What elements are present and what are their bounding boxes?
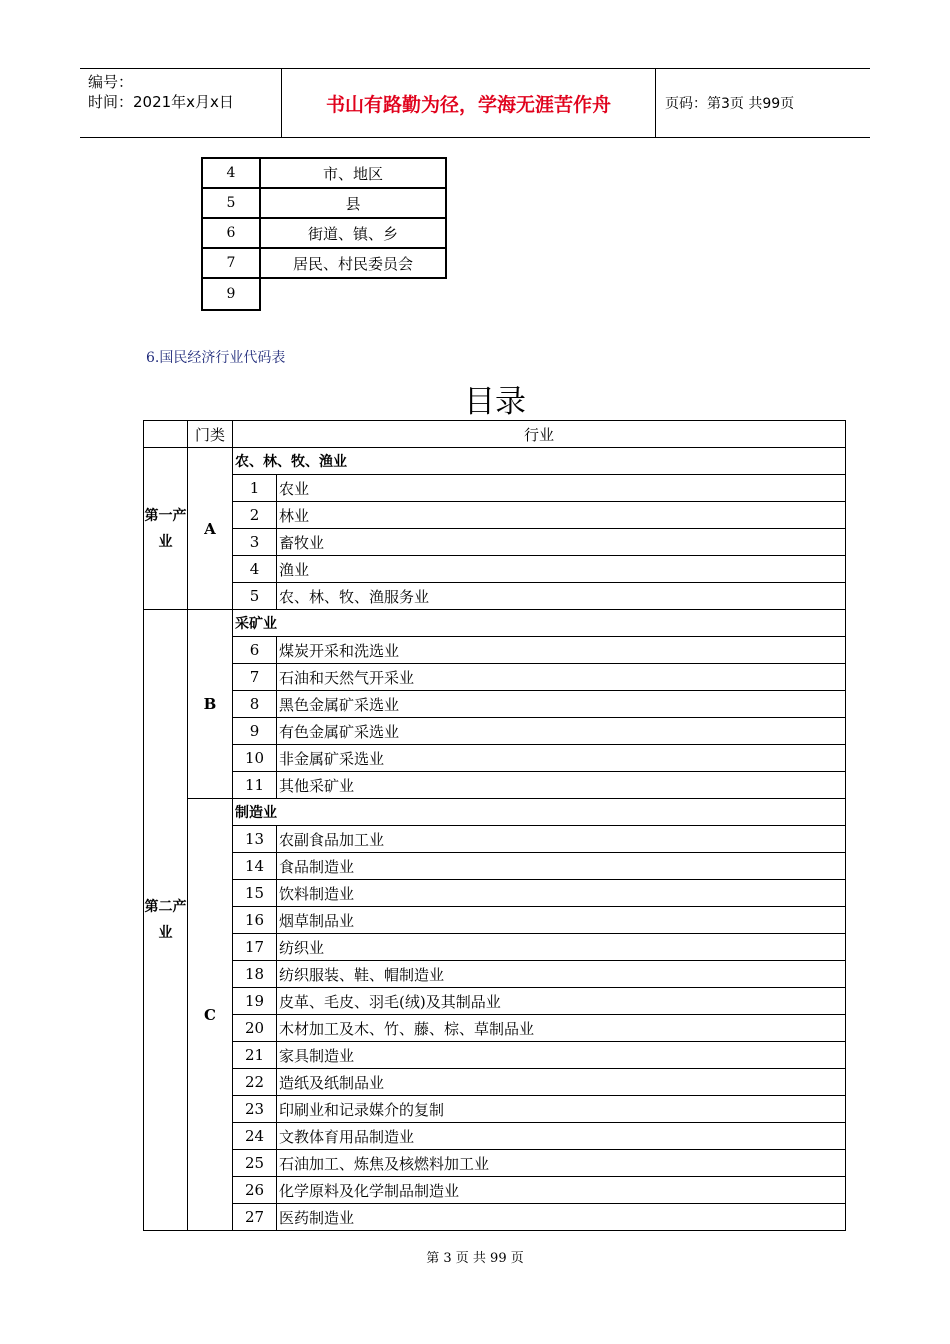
- item-number: 9: [233, 718, 277, 745]
- table-row: [144, 556, 846, 583]
- item-number: 27: [233, 1204, 277, 1231]
- item-number: 14: [233, 853, 277, 880]
- category-letter-a: A: [188, 448, 233, 610]
- item-name: 食品制造业: [277, 853, 846, 880]
- item-number: 19: [233, 988, 277, 1015]
- category-title-b: 采矿业: [233, 610, 846, 637]
- table-row: [144, 907, 846, 934]
- table-row: [144, 1015, 846, 1042]
- item-number: 11: [233, 772, 277, 799]
- name-cell: 街道、镇、乡: [260, 218, 446, 248]
- table-header-row: [144, 421, 846, 448]
- item-name: 林业: [277, 502, 846, 529]
- table-row: [144, 583, 846, 610]
- table-row: [144, 1150, 846, 1177]
- section-heading: 6.国民经济行业代码表: [146, 350, 286, 366]
- table-row: [144, 529, 846, 556]
- code-cell: 4: [202, 158, 260, 188]
- table-row: [144, 1177, 846, 1204]
- page-footer: 第 3 页 共 99 页: [426, 1251, 524, 1266]
- code-cell: 6: [202, 218, 260, 248]
- item-number: 10: [233, 745, 277, 772]
- item-name: 化学原料及化学制品制造业: [277, 1177, 846, 1204]
- category-letter-c: C: [188, 799, 233, 1231]
- item-name: 农副食品加工业: [277, 826, 846, 853]
- header-blank: [144, 421, 188, 448]
- item-number: 22: [233, 1069, 277, 1096]
- table-row: [144, 826, 846, 853]
- table-row: [144, 1042, 846, 1069]
- table-row: [144, 637, 846, 664]
- item-name: 烟草制品业: [277, 907, 846, 934]
- table-row: [144, 745, 846, 772]
- region-code-table: [201, 157, 447, 311]
- item-number: 15: [233, 880, 277, 907]
- item-number: 5: [233, 583, 277, 610]
- item-name: 造纸及纸制品业: [277, 1069, 846, 1096]
- item-number: 7: [233, 664, 277, 691]
- item-number: 25: [233, 1150, 277, 1177]
- item-number: 21: [233, 1042, 277, 1069]
- code-cell: 7: [202, 248, 260, 278]
- item-name: 有色金属矿采选业: [277, 718, 846, 745]
- item-number: 23: [233, 1096, 277, 1123]
- item-number: 2: [233, 502, 277, 529]
- item-number: 24: [233, 1123, 277, 1150]
- item-number: 17: [233, 934, 277, 961]
- table-row: [144, 799, 846, 826]
- item-name: 农、林、牧、渔服务业: [277, 583, 846, 610]
- table-row: [144, 1204, 846, 1231]
- item-name: 文教体育用品制造业: [277, 1123, 846, 1150]
- table-row: [144, 664, 846, 691]
- code-cell: 9: [202, 278, 260, 310]
- name-cell: 县: [260, 188, 446, 218]
- header-industry: 行业: [233, 421, 846, 448]
- table-row: [144, 718, 846, 745]
- item-number: 4: [233, 556, 277, 583]
- table-row: [144, 988, 846, 1015]
- name-cell: 居民、村民委员会: [260, 248, 446, 278]
- table-row: [144, 610, 846, 637]
- item-number: 6: [233, 637, 277, 664]
- item-name: 农业: [277, 475, 846, 502]
- table-row: [202, 278, 446, 310]
- table-row: [202, 158, 446, 188]
- table-row: [202, 218, 446, 248]
- item-name: 其他采矿业: [277, 772, 846, 799]
- industry-code-table: [143, 420, 846, 1231]
- table-row: [144, 1069, 846, 1096]
- item-name: 石油和天然气开采业: [277, 664, 846, 691]
- industry-label-primary: 第一产业: [144, 448, 188, 610]
- table-row: [144, 934, 846, 961]
- header-meta: [80, 69, 281, 137]
- category-letter-b: B: [188, 610, 233, 799]
- item-name: 非金属矿采选业: [277, 745, 846, 772]
- item-name: 木材加工及木、竹、藤、棕、草制品业: [277, 1015, 846, 1042]
- table-row: [202, 188, 446, 218]
- category-title-a: 农、林、牧、渔业: [233, 448, 846, 475]
- doc-title: 目录: [464, 384, 526, 420]
- header-motto: 书山有路勤为径，学海无涯苦作舟: [281, 69, 656, 137]
- item-name: 家具制造业: [277, 1042, 846, 1069]
- table-row: [202, 248, 446, 278]
- table-row: [144, 1096, 846, 1123]
- table-row: [144, 502, 846, 529]
- item-name: 印刷业和记录媒介的复制: [277, 1096, 846, 1123]
- item-name: 煤炭开采和洗选业: [277, 637, 846, 664]
- header-category: 门类: [188, 421, 233, 448]
- table-row: [144, 448, 846, 475]
- item-number: 26: [233, 1177, 277, 1204]
- item-name: 饮料制造业: [277, 880, 846, 907]
- name-cell: 市、地区: [260, 158, 446, 188]
- item-number: 16: [233, 907, 277, 934]
- number-label: 编号：: [88, 73, 134, 91]
- category-title-c: 制造业: [233, 799, 846, 826]
- item-number: 20: [233, 1015, 277, 1042]
- name-cell-empty: [260, 278, 446, 310]
- header-page-info: 页码：第3页 共99页: [665, 96, 795, 112]
- table-row: [144, 961, 846, 988]
- table-row: [144, 691, 846, 718]
- item-name: 渔业: [277, 556, 846, 583]
- time-label: 时间：2021年x月x日: [88, 93, 234, 111]
- table-row: [144, 880, 846, 907]
- item-number: 3: [233, 529, 277, 556]
- table-row: [144, 1123, 846, 1150]
- item-number: 13: [233, 826, 277, 853]
- item-name: 纺织服装、鞋、帽制造业: [277, 961, 846, 988]
- item-name: 纺织业: [277, 934, 846, 961]
- table-row: [144, 772, 846, 799]
- table-row: [144, 853, 846, 880]
- page-header: [80, 68, 870, 138]
- item-number: 8: [233, 691, 277, 718]
- item-name: 石油加工、炼焦及核燃料加工业: [277, 1150, 846, 1177]
- table-row: [144, 475, 846, 502]
- item-name: 畜牧业: [277, 529, 846, 556]
- item-name: 黑色金属矿采选业: [277, 691, 846, 718]
- industry-label-secondary: 第二产业: [144, 610, 188, 1231]
- item-number: 1: [233, 475, 277, 502]
- item-number: 18: [233, 961, 277, 988]
- item-name: 皮革、毛皮、羽毛(绒)及其制品业: [277, 988, 846, 1015]
- code-cell: 5: [202, 188, 260, 218]
- item-name: 医药制造业: [277, 1204, 846, 1231]
